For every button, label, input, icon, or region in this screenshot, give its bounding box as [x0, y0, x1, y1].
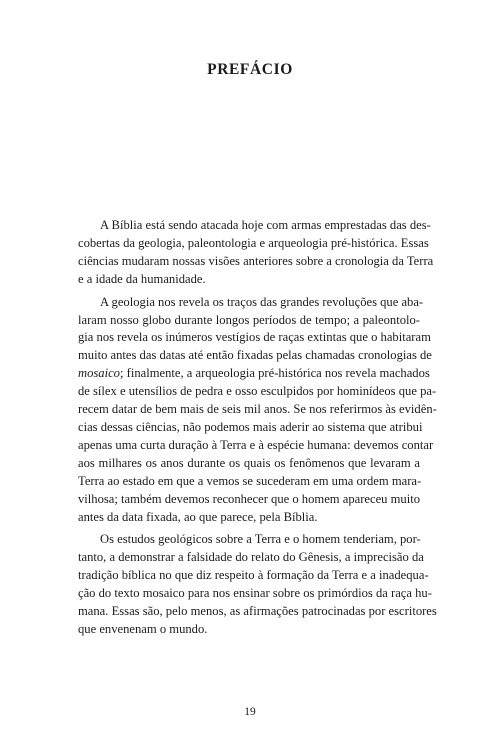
text-line-with-italic	[78, 365, 430, 383]
text-line: apenas uma curta duração à Terra e à espécie humana: devemos contar	[78, 437, 434, 452]
text-line: gia nos revela os inúmeros vestígios de raças extintas que o habitaram	[78, 330, 431, 345]
text-line: antes da data fixada, ao que parece, pela Bíblia.	[78, 509, 318, 524]
text-line: A Bíblia está sendo atacada hoje com armas emprestadas das des-	[100, 218, 431, 232]
text-line: e a idade da humanidade.	[78, 271, 206, 286]
text-line: recem datar de bem mais de seis mil anos. Se nos referirmos às evidên-	[78, 402, 437, 417]
paragraph-3	[78, 531, 437, 638]
text-line: aos milhares os anos durante os quais os fenômenos que levaram a	[78, 455, 420, 470]
text-line: tanto, a demonstrar a falsidade do relato do Gênesis, a imprecisão da	[78, 550, 424, 565]
text-line: ciências mudaram nossas visões anteriores sobre a cronologia da Terra	[78, 253, 434, 268]
text-line: muito antes das datas até então fixadas pelas chamadas cronologias de	[78, 348, 432, 363]
italic-word: mosaico	[78, 366, 120, 381]
text-line: Terra ao estado em que a vemos se sucederam em uma ordem mara-	[78, 473, 422, 488]
body-text	[78, 217, 437, 639]
text-line: A geologia nos revela os traços das grandes revoluções que aba-	[100, 294, 424, 309]
text-fragment: ; finalmente, a arqueologia pré-histórica nos revela machados	[119, 366, 430, 381]
paragraph-2	[78, 294, 437, 527]
text-line: cobertas da geologia, paleontologia e arqueologia pré-histórica. Essas	[78, 235, 429, 250]
text-line: que envenenam o mundo.	[78, 621, 208, 636]
text-line: tradição bíblica no que diz respeito à formação da Terra e a inadequa-	[78, 568, 429, 583]
text-line: laram nosso globo durante longos períodos de tempo; a paleontolo-	[78, 312, 420, 327]
text-line: de sílex e utensílios de pedra e osso esculpidos por hominídeos que pa-	[78, 384, 437, 399]
chapter-title: PREFÁCIO	[207, 61, 293, 78]
text-line: ção do texto mosaico para nos ensinar sobre os primórdios da raça hu-	[78, 586, 432, 601]
text-line: Os estudos geológicos sobre a Terra e o homem tenderiam, por-	[100, 532, 421, 547]
paragraph-1	[78, 217, 434, 289]
text-line: mana. Essas são, pelo menos, as afirmações patrocinadas por escritores	[78, 604, 437, 619]
text-line: cias dessas ciências, não podemos mais aderir ao sistema que atribui	[78, 419, 423, 434]
page-number: 19	[244, 706, 256, 718]
text-line: vilhosa; também devemos reconhecer que o homem apareceu muito	[78, 491, 421, 506]
